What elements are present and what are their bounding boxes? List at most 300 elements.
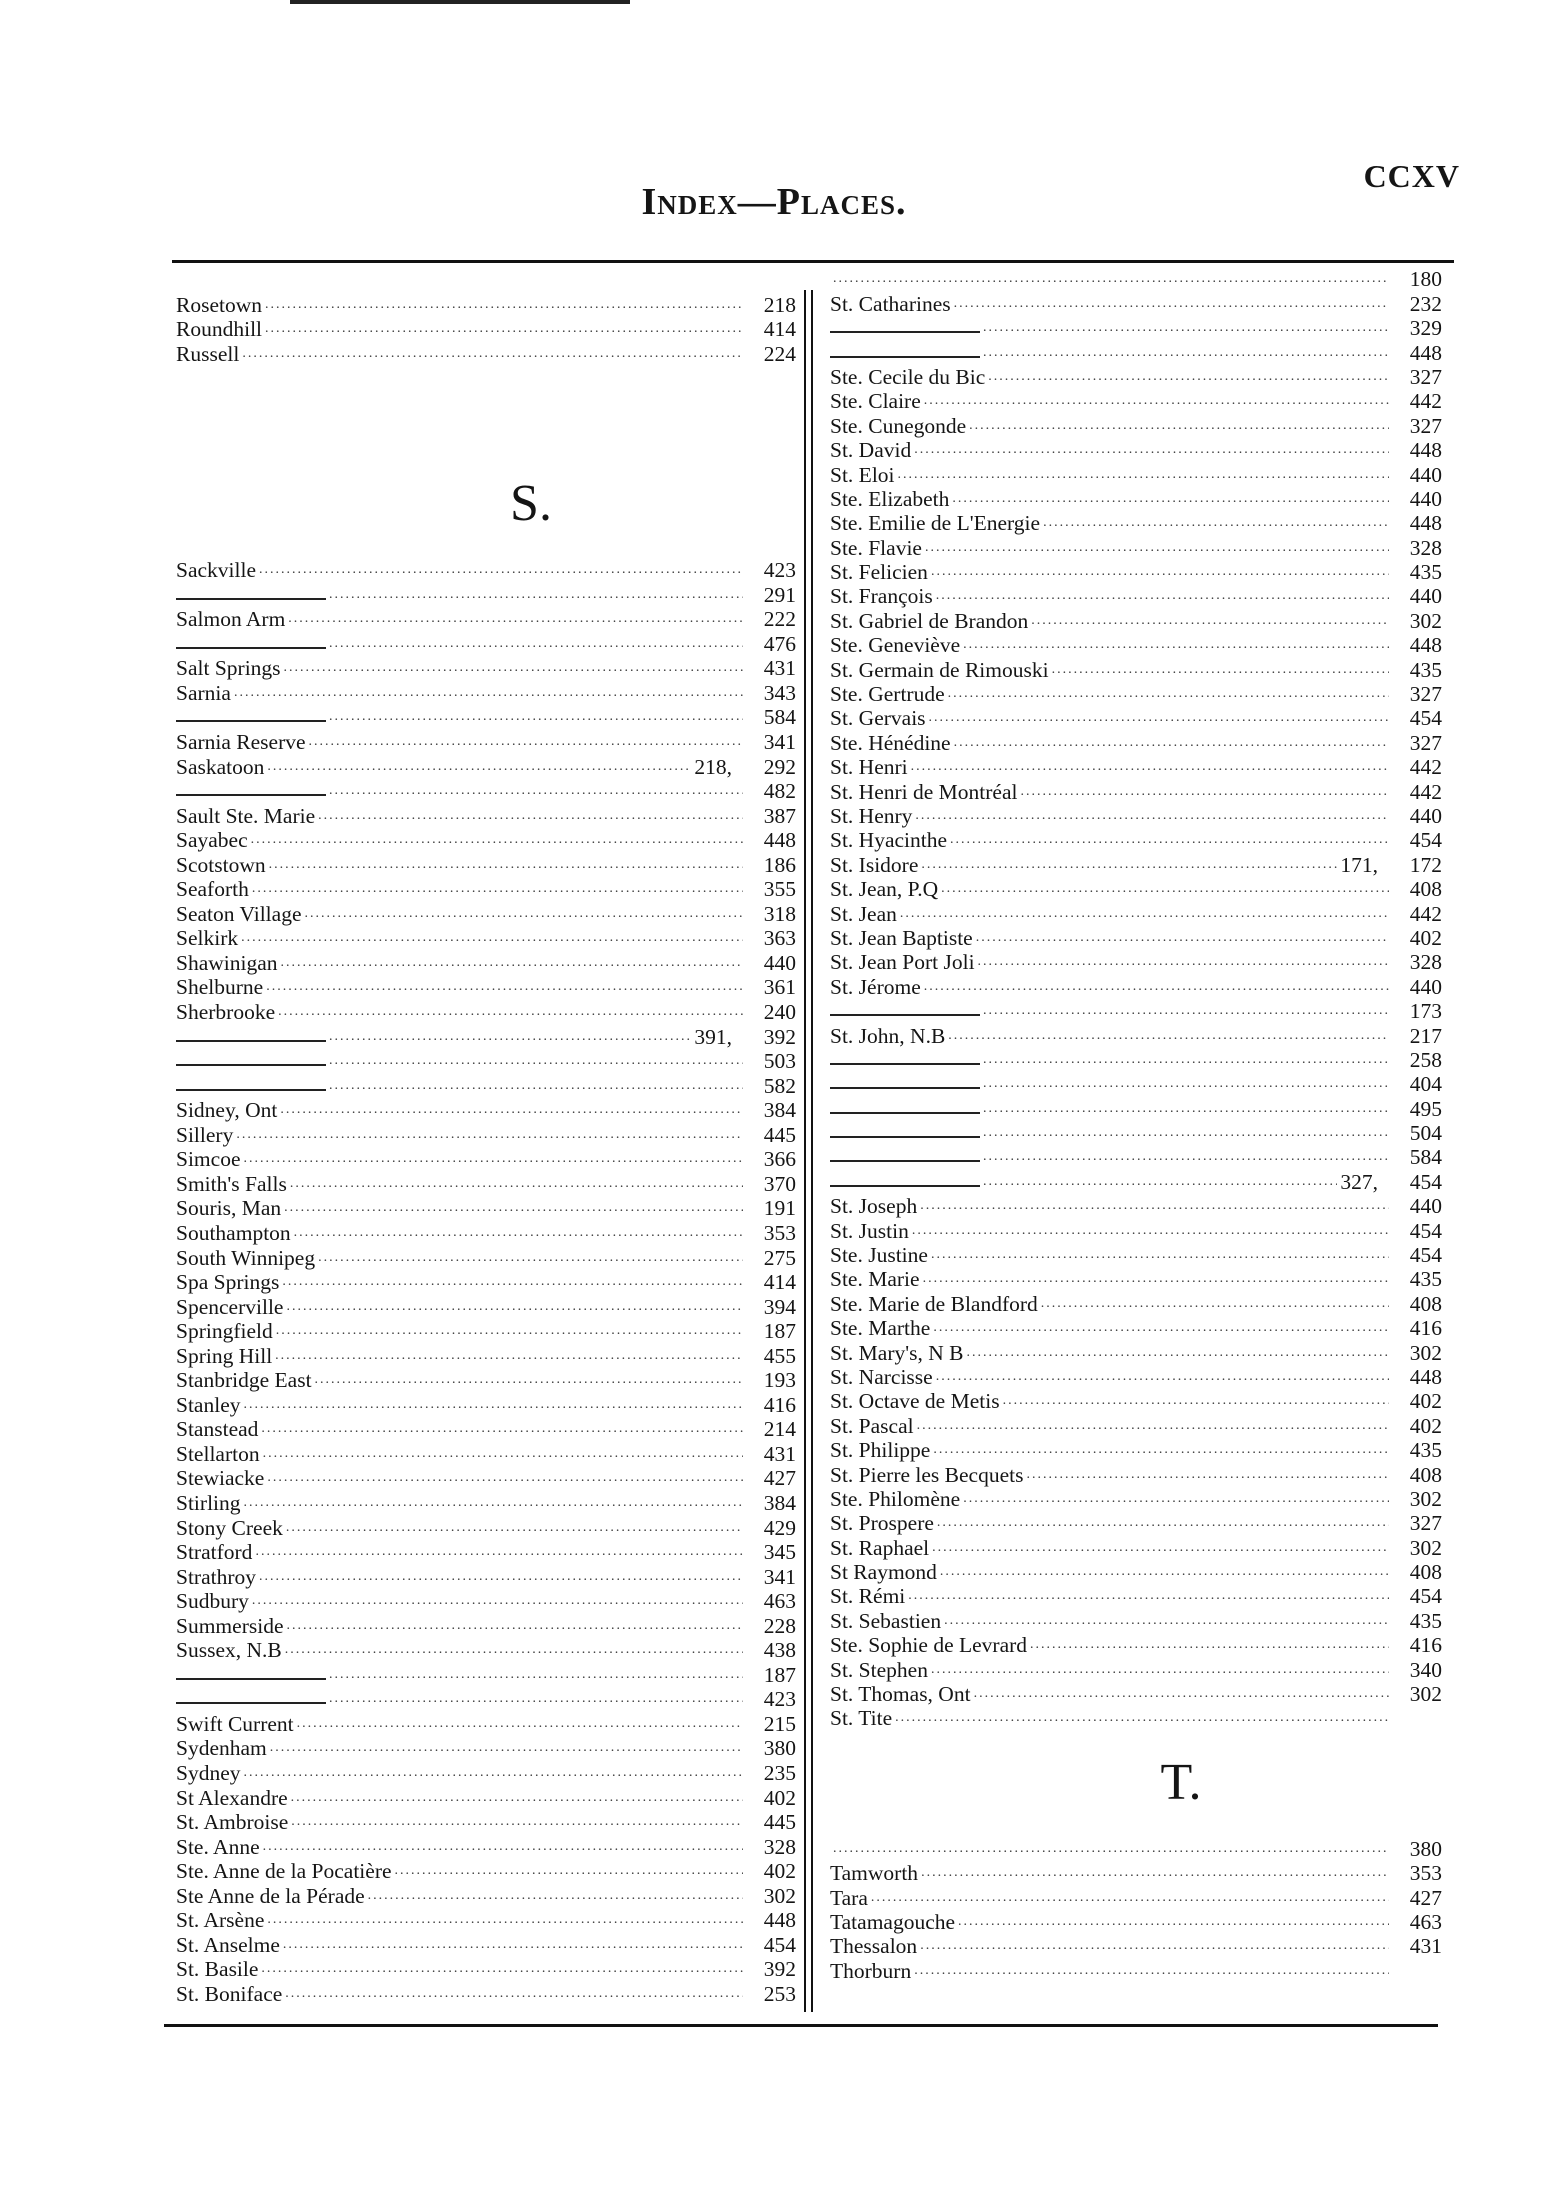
leader-dots xyxy=(263,1836,743,1858)
index-entry xyxy=(830,266,1442,290)
entry-page-number: 454 xyxy=(1409,1584,1442,1609)
leader-dots xyxy=(915,805,1389,827)
leader-dots xyxy=(286,1296,743,1318)
entry-page-number: 366 xyxy=(763,1147,796,1172)
leader-dots xyxy=(925,537,1389,559)
index-entry xyxy=(830,437,1442,461)
entry-page-number: 448 xyxy=(1409,1364,1442,1389)
entry-page-number: 343 xyxy=(763,680,796,705)
leader-dots xyxy=(287,1615,744,1637)
leader-dots xyxy=(833,1838,1389,1860)
index-entry xyxy=(176,291,796,316)
leader-dots xyxy=(266,976,743,998)
entry-page-number: 384 xyxy=(763,1098,796,1123)
entry-name: St Raymond xyxy=(830,1560,937,1585)
entry-page-number: 363 xyxy=(763,926,796,951)
leader-dots xyxy=(911,756,1389,778)
leader-dots xyxy=(251,829,743,851)
leader-dots xyxy=(255,1541,743,1563)
entry-page-number: 235 xyxy=(763,1760,796,1785)
index-entry xyxy=(176,1882,796,1907)
entry-name: St. Thomas, Ont xyxy=(830,1682,971,1707)
leader-dots xyxy=(983,1073,1389,1095)
leader-dots xyxy=(244,1394,744,1416)
entry-page-number: 327 xyxy=(1409,413,1442,438)
entry-name: St. Jean, P.Q xyxy=(830,877,939,902)
entry-page-number: 218 xyxy=(763,292,796,317)
entry-name: St. Eloi xyxy=(830,462,895,487)
entry-name: Ste. Anne xyxy=(176,1834,260,1859)
index-entry xyxy=(176,1686,796,1711)
leader-dots xyxy=(921,1862,1389,1884)
leader-dots xyxy=(933,1439,1389,1461)
leader-dots xyxy=(958,1911,1389,1933)
entry-page-number: 402 xyxy=(1409,1413,1442,1438)
index-entry xyxy=(830,1510,1442,1534)
index-entry xyxy=(176,606,796,631)
entry-extra-page: 218, xyxy=(694,754,732,779)
index-entry xyxy=(830,1534,1442,1558)
entry-name: Salt Springs xyxy=(176,656,281,681)
index-entry xyxy=(176,949,796,974)
index-entry xyxy=(830,803,1442,827)
entry-name: Ste. Justine xyxy=(830,1243,928,1268)
entry-page-number: 258 xyxy=(1409,1047,1442,1072)
leader-dots xyxy=(275,1345,743,1367)
leader-dots xyxy=(282,1271,743,1293)
entry-name: St. Octave de Metis xyxy=(830,1389,1000,1414)
index-entry xyxy=(176,1048,796,1073)
index-entry xyxy=(830,1095,1442,1119)
entry-name: Spencerville xyxy=(176,1294,284,1319)
leader-dots xyxy=(329,1075,743,1097)
entry-page-number: 387 xyxy=(763,803,796,828)
entry-page-number: 440 xyxy=(1409,974,1442,999)
leader-dots xyxy=(983,1098,1389,1120)
leader-dots xyxy=(309,731,743,753)
entry-page-number: 327 xyxy=(1409,682,1442,707)
entry-page-number: 454 xyxy=(1409,1169,1442,1194)
entry-page-number: 431 xyxy=(1409,1934,1442,1959)
index-entry xyxy=(830,1412,1442,1436)
leader-dots xyxy=(263,1443,743,1465)
leader-dots xyxy=(983,1146,1389,1168)
index-entry xyxy=(176,1195,796,1220)
index-entry xyxy=(830,925,1442,949)
index-entry xyxy=(830,1120,1442,1144)
entry-page-number: 442 xyxy=(1409,779,1442,804)
entry-name: Stewiacke xyxy=(176,1466,265,1491)
entry-page-number: 440 xyxy=(1409,462,1442,487)
index-entry xyxy=(830,1071,1442,1095)
leader-dots xyxy=(261,1958,743,1980)
entry-name: Ste Anne de la Pérade xyxy=(176,1883,365,1908)
entry-name: Stony Creek xyxy=(176,1515,283,1540)
entry-name: St. Anselme xyxy=(176,1932,280,1957)
leader-dots xyxy=(1031,610,1389,632)
entry-page-number: 318 xyxy=(763,901,796,926)
section-letter: T. xyxy=(1160,1753,1202,1811)
leader-dots xyxy=(281,952,743,974)
entry-name: St. Germain de Rimouski xyxy=(830,657,1049,682)
index-entry xyxy=(176,1956,796,1981)
index-entry xyxy=(176,1612,796,1637)
entry-name: St. Gabriel de Brandon xyxy=(830,608,1029,633)
entry-name: Roundhill xyxy=(176,317,263,342)
header-rule xyxy=(172,260,1454,263)
entry-name: St. Jean Baptiste xyxy=(830,925,973,950)
leader-dots xyxy=(259,1566,743,1588)
entry-name: St. Jean xyxy=(830,901,897,926)
entry-page-number: 327 xyxy=(1409,730,1442,755)
entry-page-number: 448 xyxy=(763,1908,796,1933)
column-divider xyxy=(811,290,813,2012)
index-entry xyxy=(176,1318,796,1343)
leader-dots xyxy=(265,294,743,316)
entry-name: Stirling xyxy=(176,1490,241,1515)
index-entry xyxy=(830,534,1442,558)
entry-page-number: 345 xyxy=(763,1540,796,1565)
leader-dots xyxy=(931,561,1389,583)
entry-page-number: 440 xyxy=(1409,584,1442,609)
entry-page-number: 328 xyxy=(763,1834,796,1859)
entry-page-number: 394 xyxy=(763,1294,796,1319)
index-entry xyxy=(176,557,796,582)
entry-page-number: 253 xyxy=(763,1981,796,2006)
entry-page-number: 448 xyxy=(1409,438,1442,463)
index-entry xyxy=(830,1461,1442,1485)
entry-page-number: 435 xyxy=(1409,560,1442,585)
leader-dots xyxy=(983,1171,1337,1193)
entry-name: Scotstown xyxy=(176,852,266,877)
leader-dots xyxy=(983,1000,1389,1022)
entry-page-number: 463 xyxy=(763,1589,796,1614)
entry-name: Thessalon xyxy=(830,1934,918,1959)
ditto-dash xyxy=(176,598,326,600)
entry-name: St. Hyacinthe xyxy=(830,828,948,853)
leader-dots xyxy=(1043,512,1389,534)
leader-dots xyxy=(914,1960,1389,1982)
index-entry xyxy=(830,583,1442,607)
entry-name: Stanbridge East xyxy=(176,1368,312,1393)
leader-dots xyxy=(297,1713,743,1735)
page-folio: CCXV xyxy=(1363,158,1460,194)
entry-page-number: 438 xyxy=(763,1638,796,1663)
entry-page-number: 584 xyxy=(1409,1145,1442,1170)
leader-dots xyxy=(259,559,743,581)
index-entry xyxy=(176,655,796,680)
entry-page-number: 180 xyxy=(1409,267,1442,292)
leader-dots xyxy=(983,342,1389,364)
index-entry xyxy=(830,1217,1442,1241)
leader-dots xyxy=(285,1639,743,1661)
index-column-left xyxy=(176,291,796,2005)
leader-dots xyxy=(950,829,1389,851)
entry-name: St. John, N.B xyxy=(830,1023,946,1048)
index-entry xyxy=(176,998,796,1023)
entry-name: St. Isidore xyxy=(830,852,919,877)
entry-page-number: 353 xyxy=(1409,1861,1442,1886)
column-divider xyxy=(804,290,806,2012)
leader-dots xyxy=(898,464,1389,486)
index-entry xyxy=(830,559,1442,583)
index-entry xyxy=(830,973,1442,997)
index-entry xyxy=(830,339,1442,363)
leader-dots xyxy=(329,1664,743,1686)
leader-dots xyxy=(929,707,1389,729)
entry-name: Springfield xyxy=(176,1319,273,1344)
index-entry xyxy=(176,630,796,655)
entry-page-number: 215 xyxy=(763,1711,796,1736)
entry-page-number: 341 xyxy=(763,730,796,755)
leader-dots xyxy=(940,1561,1389,1583)
entry-name: Russell xyxy=(176,341,240,366)
entry-page-number: 302 xyxy=(1409,1486,1442,1511)
entry-name: Ste. Hénédine xyxy=(830,730,951,755)
entry-page-number: 327 xyxy=(1409,364,1442,389)
entry-page-number: 361 xyxy=(763,975,796,1000)
index-entry xyxy=(830,510,1442,534)
index-entry xyxy=(830,290,1442,314)
index-entry xyxy=(176,316,796,341)
leader-dots xyxy=(265,318,743,340)
entry-page-number: 448 xyxy=(1409,511,1442,536)
index-entry xyxy=(830,754,1442,778)
index-entry xyxy=(176,728,796,753)
leader-dots xyxy=(267,1909,743,1931)
index-entry xyxy=(830,1290,1442,1314)
entry-page-number: 327 xyxy=(1409,1511,1442,1536)
entry-name: St. Pascal xyxy=(830,1413,914,1438)
entry-name: Ste. Cunegonde xyxy=(830,413,967,438)
leader-dots xyxy=(286,1517,743,1539)
ditto-dash xyxy=(830,1136,980,1138)
index-entry xyxy=(176,802,796,827)
leader-dots xyxy=(244,1762,744,1784)
entry-page-number: 423 xyxy=(763,1687,796,1712)
index-entry xyxy=(176,1440,796,1465)
entry-page-number: 232 xyxy=(1409,291,1442,316)
entry-page-number: 355 xyxy=(763,877,796,902)
entry-page-number: 448 xyxy=(1409,633,1442,658)
entry-name: Rosetown xyxy=(176,292,262,317)
leader-dots xyxy=(1021,781,1390,803)
leader-dots xyxy=(948,1025,1389,1047)
ditto-dash xyxy=(176,1089,326,1091)
entry-name: Smith's Falls xyxy=(176,1171,287,1196)
entry-page-number: 435 xyxy=(1409,1267,1442,1292)
index-entry xyxy=(830,1632,1442,1656)
entry-page-number: 431 xyxy=(763,1441,796,1466)
index-entry xyxy=(176,1539,796,1564)
index-entry xyxy=(176,1097,796,1122)
entry-page-number: 429 xyxy=(763,1515,796,1540)
entry-extra-page: 327, xyxy=(1340,1169,1378,1194)
index-entry xyxy=(830,900,1442,924)
entry-name: Stratford xyxy=(176,1540,253,1565)
index-entry xyxy=(176,1931,796,1956)
entry-name: Sudbury xyxy=(176,1589,249,1614)
index-entry xyxy=(830,607,1442,631)
entry-page-number: 416 xyxy=(1409,1316,1442,1341)
index-entry xyxy=(830,1242,1442,1266)
entry-page-number: 503 xyxy=(763,1049,796,1074)
ditto-dash xyxy=(176,1040,326,1042)
index-entry xyxy=(176,974,796,999)
index-entry xyxy=(830,1437,1442,1461)
entry-name: Sackville xyxy=(176,558,257,583)
leader-dots xyxy=(948,683,1389,705)
index-entry xyxy=(176,1416,796,1441)
entry-name: Ste. Geneviève xyxy=(830,633,961,658)
entry-name: Sydenham xyxy=(176,1736,267,1761)
leader-dots xyxy=(291,1787,743,1809)
entry-page-number: 402 xyxy=(763,1785,796,1810)
ditto-dash xyxy=(830,1063,980,1065)
entry-page-number: 448 xyxy=(763,828,796,853)
leader-dots xyxy=(923,1268,1389,1290)
entry-name: Stellarton xyxy=(176,1441,260,1466)
leader-dots xyxy=(329,633,743,655)
index-entry xyxy=(176,1023,796,1048)
page-title: Index—Places. xyxy=(641,181,907,223)
leader-dots xyxy=(941,878,1389,900)
leader-dots xyxy=(368,1885,743,1907)
entry-name: Ste. Sophie de Levrard xyxy=(830,1633,1028,1658)
leader-dots xyxy=(242,343,743,365)
leader-dots xyxy=(974,1683,1389,1705)
entry-name: Sarnia Reserve xyxy=(176,730,306,755)
entry-page-number: 463 xyxy=(1409,1910,1442,1934)
leader-dots xyxy=(329,780,743,802)
entry-page-number: 442 xyxy=(1409,755,1442,780)
entry-page-number: 414 xyxy=(763,1270,796,1295)
leader-dots xyxy=(871,1887,1389,1909)
leader-dots xyxy=(315,1369,743,1391)
entry-page-number: 440 xyxy=(1409,486,1442,511)
entry-name: Ste. Elizabeth xyxy=(830,486,950,511)
leader-dots xyxy=(963,634,1389,656)
leader-dots xyxy=(920,1935,1389,1957)
index-entry xyxy=(830,1266,1442,1290)
leader-dots xyxy=(966,1342,1389,1364)
entry-name: St. Pierre les Becquets xyxy=(830,1462,1024,1487)
entry-name: Sillery xyxy=(176,1122,234,1147)
index-entry xyxy=(830,1860,1442,1884)
index-entry xyxy=(176,778,796,803)
entry-name: Thorburn xyxy=(830,1958,912,1983)
entry-page-number: 482 xyxy=(763,779,796,804)
leader-dots xyxy=(969,415,1389,437)
entry-name: South Winnipeg xyxy=(176,1245,316,1270)
leader-dots xyxy=(329,584,743,606)
leader-dots xyxy=(833,268,1389,290)
leader-dots xyxy=(278,1001,743,1023)
leader-dots xyxy=(244,1148,744,1170)
leader-dots xyxy=(234,682,743,704)
index-entry xyxy=(830,827,1442,851)
leader-dots xyxy=(318,805,743,827)
entry-name: St. Tite xyxy=(830,1706,893,1731)
index-entry xyxy=(176,1710,796,1735)
index-entry xyxy=(830,851,1442,875)
leader-dots xyxy=(936,1366,1389,1388)
entry-page-number: 380 xyxy=(763,1736,796,1761)
index-entry xyxy=(176,1833,796,1858)
leader-dots xyxy=(952,488,1389,510)
index-entry xyxy=(176,925,796,950)
entry-page-number: 172 xyxy=(1409,852,1442,877)
ditto-dash xyxy=(830,1112,980,1114)
entry-page-number: 448 xyxy=(1409,340,1442,365)
entry-page-number: 504 xyxy=(1409,1121,1442,1146)
leader-dots xyxy=(285,1983,743,2005)
leader-dots xyxy=(288,608,743,630)
entry-page-number: 454 xyxy=(1409,1243,1442,1268)
index-entry xyxy=(176,1489,796,1514)
entry-name: St. Narcisse xyxy=(830,1364,933,1389)
entry-name: St. Basile xyxy=(176,1957,259,1982)
entry-name: St. Jean Port Joli xyxy=(830,950,975,975)
leader-dots xyxy=(294,1222,743,1244)
ditto-dash xyxy=(176,720,326,722)
entry-name: St. Raphael xyxy=(830,1535,930,1560)
entry-name: Ste. Philomène xyxy=(830,1486,961,1511)
entry-name: Salmon Arm xyxy=(176,607,286,632)
entry-name: St. Felicien xyxy=(830,560,928,585)
entry-name: Sydney xyxy=(176,1760,241,1785)
leader-dots xyxy=(290,1173,743,1195)
entry-name: Sherbrooke xyxy=(176,1000,276,1025)
entry-page-number: 240 xyxy=(763,1000,796,1025)
entry-name: St. Boniface xyxy=(176,1981,283,2006)
entry-name: Sidney, Ont xyxy=(176,1098,278,1123)
index-entry xyxy=(176,1563,796,1588)
entry-page-number: 416 xyxy=(1409,1633,1442,1658)
entry-name: St. Gervais xyxy=(830,706,926,731)
leader-dots xyxy=(261,1418,743,1440)
entry-page-number: 173 xyxy=(1409,999,1442,1024)
leader-dots xyxy=(954,293,1389,315)
entry-page-number: 416 xyxy=(763,1392,796,1417)
ditto-dash xyxy=(830,1087,980,1089)
section-spacer xyxy=(176,365,796,451)
leader-dots xyxy=(1003,1390,1389,1412)
entry-name: Ste. Marthe xyxy=(830,1316,931,1341)
entry-page-number: 186 xyxy=(763,852,796,877)
entry-page-number: 302 xyxy=(1409,1535,1442,1560)
index-entry xyxy=(176,1269,796,1294)
ditto-dash xyxy=(176,1702,326,1704)
leader-dots xyxy=(1026,1464,1389,1486)
entry-name: Ste. Marie de Blandford xyxy=(830,1291,1038,1316)
index-entry xyxy=(176,1858,796,1883)
leader-dots xyxy=(933,1317,1389,1339)
ditto-dash xyxy=(176,794,326,796)
ditto-dash xyxy=(830,356,980,358)
entry-page-number: 302 xyxy=(1409,608,1442,633)
entry-page-number: 440 xyxy=(1409,1194,1442,1219)
entry-name: Stanley xyxy=(176,1392,241,1417)
index-entry xyxy=(176,1907,796,1932)
leader-dots xyxy=(900,903,1389,925)
entry-name: Ste. Gertrude xyxy=(830,682,945,707)
entry-page-number: 445 xyxy=(763,1810,796,1835)
entry-page-number: 222 xyxy=(763,607,796,632)
entry-name: Sault Ste. Marie xyxy=(176,803,316,828)
index-entry xyxy=(830,1957,1442,1981)
entry-name: Saskatoon xyxy=(176,754,265,779)
